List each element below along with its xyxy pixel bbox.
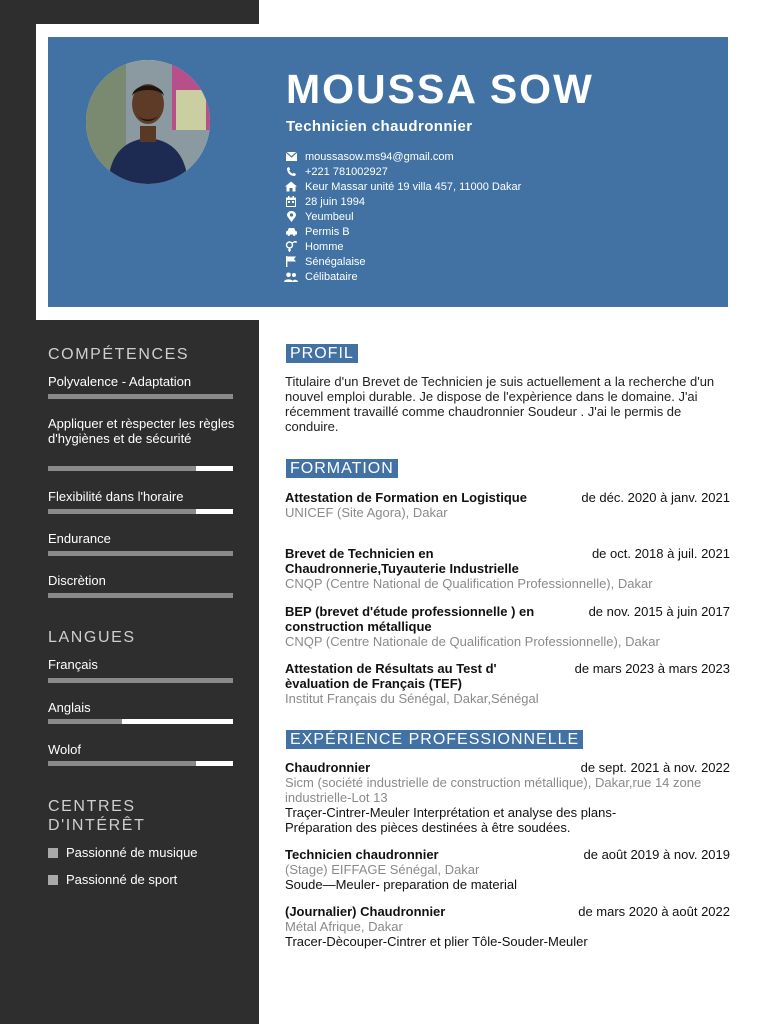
experience-section-title: EXPÉRIENCE PROFESSIONNELLE [286, 730, 583, 749]
contact-text: Keur Massar unité 19 villa 457, 11000 Dakar [305, 180, 522, 193]
bullet-square-icon [48, 875, 58, 885]
language-item [48, 743, 238, 758]
skill-level-bar [48, 466, 233, 471]
formation-entry [285, 490, 730, 520]
entry-organization: CNQP (Centre National de Qualification Professionnelle), Dakar [285, 576, 653, 591]
contact-birthdate [284, 194, 704, 209]
users-icon [284, 271, 298, 283]
skill-item [48, 532, 238, 547]
languages-section-title [48, 628, 248, 647]
contact-list [284, 149, 704, 284]
formation-entry [285, 661, 730, 706]
entry-organization: Métal Afrique, Dakar [285, 919, 403, 934]
contact-text: Célibataire [305, 270, 358, 283]
skill-label: Endurance [48, 531, 111, 546]
formation-section-title: FORMATION [286, 459, 398, 478]
entry-title: Brevet de Technicien en Chaudronnerie,Tuyauterie Industrielle [285, 546, 519, 576]
entry-organization: (Stage) EIFFAGE Sénégal, Dakar [285, 862, 480, 877]
entry-title: Technicien chaudronnier [285, 847, 439, 862]
skills-section-title [48, 345, 248, 364]
language-label: Anglais [48, 700, 91, 715]
experience-entry [285, 760, 730, 835]
entry-date: de août 2019 à nov. 2019 [583, 847, 730, 862]
contact-text: Yeumbeul [305, 210, 354, 223]
skills-title: COMPÉTENCES [48, 346, 190, 363]
home-icon [284, 181, 298, 193]
language-label: Wolof [48, 742, 81, 757]
car-icon [284, 226, 298, 238]
entry-date: de déc. 2020 à janv. 2021 [581, 490, 730, 505]
entry-date: de mars 2020 à août 2022 [578, 904, 730, 919]
profil-section-title: PROFIL [286, 344, 358, 363]
language-label: Français [48, 657, 98, 672]
contact-nationality [284, 254, 704, 269]
entry-date: de mars 2023 à mars 2023 [574, 661, 730, 676]
experience-entry [285, 847, 730, 892]
contact-text: Homme [305, 240, 344, 253]
interests-section-title [48, 797, 218, 835]
calendar-icon [284, 196, 298, 208]
interest-item [48, 845, 198, 860]
contact-location [284, 209, 704, 224]
contact-marital-status [284, 269, 704, 284]
entry-title: Chaudronnier [285, 760, 371, 775]
gender-icon [284, 241, 298, 253]
skill-item [48, 490, 238, 505]
skill-level-bar [48, 551, 233, 556]
interest-label: Passionné de sport [66, 872, 178, 887]
skill-label: Appliquer et rèspecter les règles d'hygiènes et de sécurité [48, 416, 235, 446]
formation-entry [285, 546, 730, 591]
skill-item [48, 375, 238, 390]
contact-gender [284, 239, 704, 254]
skill-level-bar [48, 593, 233, 598]
entry-description: Tracer-Dècouper-Cintrer et plier Tôle-Souder-Meuler [285, 934, 588, 949]
flag-icon [284, 256, 298, 268]
skill-item [48, 417, 238, 446]
skill-item [48, 574, 238, 589]
phone-icon [284, 166, 298, 178]
entry-organization: UNICEF (Site Agora), Dakar [285, 505, 448, 520]
bullet-square-icon [48, 848, 58, 858]
skill-level-bar [48, 509, 233, 514]
profil-text: Titulaire d'un Brevet de Technicien je suis actuellement a la recherche d'un nouvel emploi durable. Je dispose de l'expèrience dans le domaine. J'ai récemment travaillé comme chaudronnier Soudeur . J'ai le permis de conduire. [285, 374, 715, 434]
entry-title: Attestation de Formation en Logistique [285, 490, 527, 505]
language-level-bar [48, 678, 233, 683]
entry-organization: Sicm (société industrielle de construction métallique), Dakar,rue 14 zone industrielle-Lot 13 [285, 775, 702, 805]
contact-text: moussasow.ms94@gmail.com [305, 150, 454, 163]
contact-email [284, 149, 704, 164]
contact-address [284, 179, 704, 194]
formation-entry [285, 604, 730, 649]
profile-photo [86, 60, 210, 184]
skill-label: Polyvalence - Adaptation [48, 374, 192, 389]
interests-title: CENTRES D'INTÉRÊT [48, 798, 146, 834]
contact-text: Sénégalaise [305, 255, 366, 268]
contact-phone [284, 164, 704, 179]
skill-label: Discrètion [48, 573, 106, 588]
contact-text: +221 781002927 [305, 165, 388, 178]
experience-entry [285, 904, 730, 949]
skill-level-bar [48, 394, 233, 399]
envelope-icon [284, 151, 298, 163]
interest-label: Passionné de musique [66, 845, 198, 860]
entry-title: Attestation de Résultats au Test d' èvaluation de Français (TEF) [285, 661, 497, 691]
language-item [48, 658, 238, 673]
entry-description: Traçer-Cintrer-Meuler Interprétation et analyse des plans-Préparation des pièces destinées à être soudées. [285, 805, 617, 835]
contact-license [284, 224, 704, 239]
language-level-bar [48, 719, 233, 724]
entry-date: de oct. 2018 à juil. 2021 [591, 546, 730, 561]
skill-label: Flexibilité dans l'horaire [48, 489, 184, 504]
interest-item [48, 872, 177, 887]
job-title: Technicien chaudronnier [286, 118, 473, 135]
entry-date: de nov. 2015 à juin 2017 [588, 604, 730, 619]
map-pin-icon [284, 211, 298, 223]
contact-text: Permis B [305, 225, 350, 238]
language-item [48, 701, 238, 716]
entry-date: de sept. 2021 à nov. 2022 [580, 760, 730, 775]
entry-organization: CNQP (Centre Nationale de Qualification Professionnelle), Dakar [285, 634, 660, 649]
entry-organization: Institut Français du Sénégal, Dakar,Sénégal [285, 691, 539, 706]
language-level-bar [48, 761, 233, 766]
candidate-name: MOUSSA SOW [286, 66, 594, 112]
languages-title: LANGUES [48, 629, 136, 646]
contact-text: 28 juin 1994 [305, 195, 365, 208]
entry-title: (Journalier) Chaudronnier [285, 904, 446, 919]
entry-title: BEP (brevet d'étude professionnelle ) en construction métallique [285, 604, 535, 634]
entry-description: Soude—Meuler- preparation de material [285, 877, 517, 892]
